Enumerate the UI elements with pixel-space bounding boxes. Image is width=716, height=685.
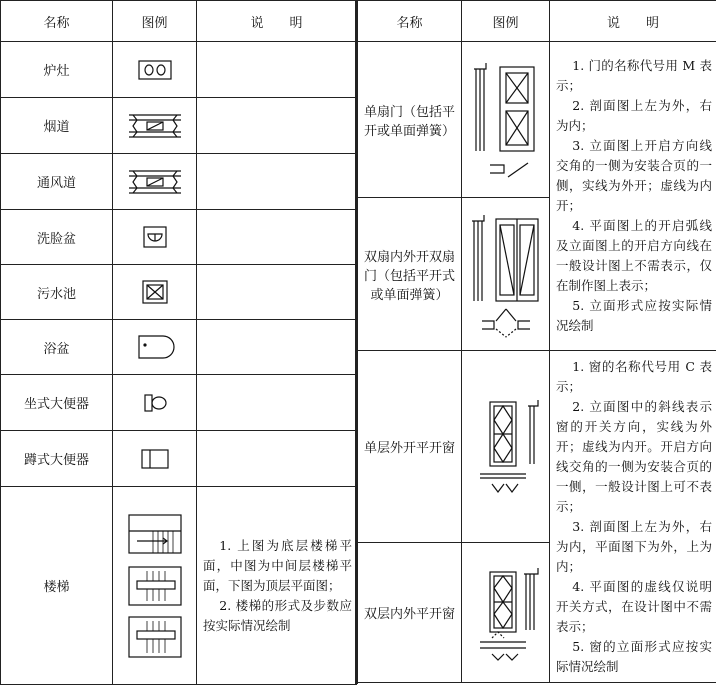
header-legend: 图例 xyxy=(113,1,197,42)
row-name: 双扇内外开双扇门（包括平开式或单面弹簧） xyxy=(358,198,462,351)
row-name: 双层内外平开窗 xyxy=(358,543,462,683)
header-name: 名称 xyxy=(358,1,462,42)
row-name: 楼梯 xyxy=(1,487,113,685)
table-row xyxy=(1,320,357,375)
air-duct-icon xyxy=(125,165,185,199)
row-name: 通风道 xyxy=(1,154,113,210)
table-row xyxy=(1,98,357,154)
stairs-icon xyxy=(123,511,187,661)
header-row xyxy=(1,1,357,42)
squat-toilet-icon xyxy=(138,446,172,472)
table-row xyxy=(1,210,357,265)
row-name: 单层外开平开窗 xyxy=(358,351,462,543)
header-desc: 说 明 xyxy=(197,1,357,42)
window-description: 1. 窗的名称代号用 C 表示； 2. 立面图中的斜线表示窗的开关方向，实线为外开；虚线为内开。开启方向线交角的一侧为安装合页的一侧，一般设计图上可不表示； 3. 剖面图上左为外，右为内，平面图下为外，上为内； 4. 平面图的虚线仅说明开关方式，在设计图中不需表示； 5. 窗的立面形式应按实际情况绘制 xyxy=(550,351,716,683)
row-name: 单扇门（包括平开或单面弹簧） xyxy=(358,42,462,198)
row-name: 炉灶 xyxy=(1,42,113,98)
single-door-icon xyxy=(468,55,544,185)
bathtub-icon xyxy=(133,333,177,361)
header-legend: 图例 xyxy=(462,1,550,42)
double-casement-window-icon xyxy=(466,558,546,668)
row-name: 污水池 xyxy=(1,265,113,320)
header-desc: 说 明 xyxy=(550,1,716,42)
double-door-icon xyxy=(466,209,546,339)
stove-icon xyxy=(135,57,175,83)
right-table xyxy=(357,0,716,683)
table-row xyxy=(358,351,716,543)
left-table xyxy=(0,0,357,685)
header-name: 名称 xyxy=(1,1,113,42)
table-row xyxy=(1,154,357,210)
table-row xyxy=(1,487,357,685)
table-row xyxy=(1,265,357,320)
table-row xyxy=(1,42,357,98)
stairs-description: 1. 上图为底层楼梯平面，中图为中间层楼梯平面，下图为顶层平面图； 2. 楼梯的形式及步数应按实际情况绘制 xyxy=(197,487,357,685)
row-name: 浴盆 xyxy=(1,320,113,375)
row-name: 坐式大便器 xyxy=(1,375,113,431)
flue-icon xyxy=(125,109,185,143)
row-name: 烟道 xyxy=(1,98,113,154)
sewage-sink-icon xyxy=(138,278,172,306)
row-name: 蹲式大便器 xyxy=(1,431,113,487)
single-casement-window-icon xyxy=(466,392,546,502)
door-description: 1. 门的名称代号用 M 表示； 2. 剖面图上左为外，右为内； 3. 立面图上开启方向线交角的一侧为安装合页的一侧，实线为外开；虚线为内开； 4. 平面图上的开启弧线及立面图上的开启方向线在一般设计图上不需表示，仅在制作图上表示； 5. 立面形式应按实际情况绘制 xyxy=(550,42,716,351)
row-name: 洗脸盆 xyxy=(1,210,113,265)
washbasin-icon xyxy=(138,224,172,250)
table-row xyxy=(358,42,716,198)
sitting-toilet-icon xyxy=(138,390,172,416)
table-row xyxy=(1,431,357,487)
table-row xyxy=(1,375,357,431)
header-row xyxy=(358,1,716,42)
